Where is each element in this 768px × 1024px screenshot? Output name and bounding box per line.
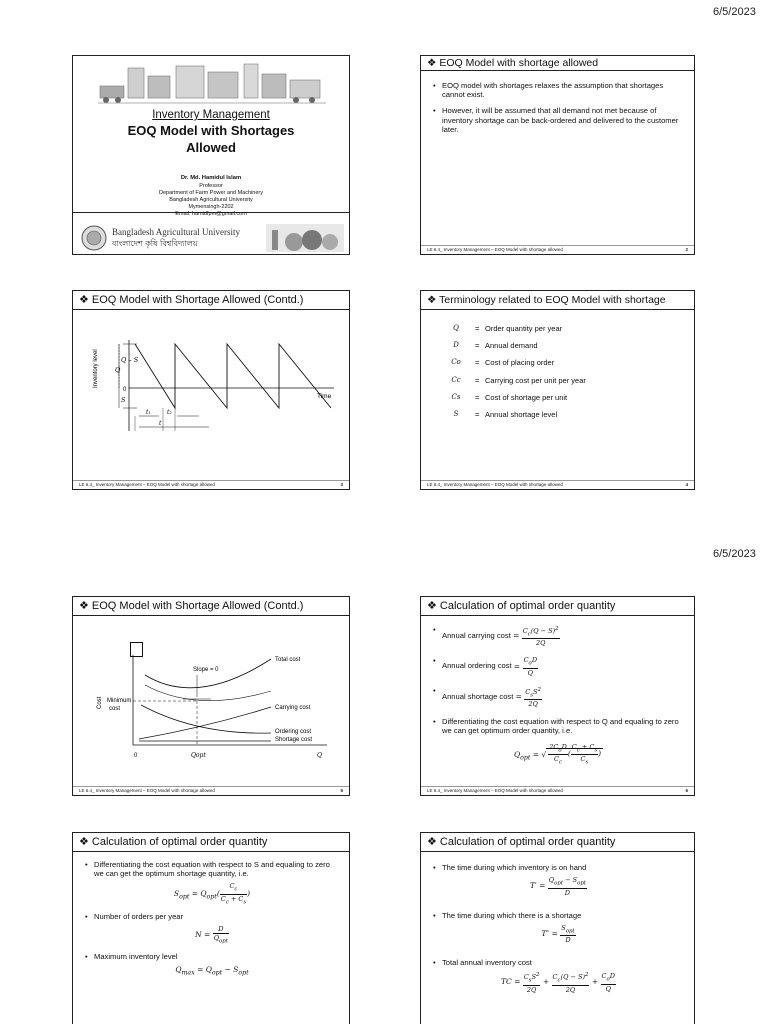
graph-t1-label: t₁ bbox=[146, 409, 151, 416]
carrying-cost-formula: = $\frac{C_c(Q - S)^2}{2Q}$ bbox=[512, 626, 559, 648]
slope-label: Slope = 0 bbox=[193, 667, 219, 673]
slide-8-bullet-total-cost: • Total annual inventory cost bbox=[433, 958, 684, 967]
cover-email: Email: hamidfpm@gmail.com bbox=[175, 211, 247, 217]
term-description: Annual demand bbox=[485, 341, 538, 351]
slide-5 bbox=[72, 596, 350, 796]
logo-english-text: Bangladesh Agricultural University bbox=[112, 227, 240, 237]
slide-2 bbox=[420, 55, 695, 255]
term-description: Annual shortage level bbox=[485, 410, 558, 420]
warehouse-illustration bbox=[98, 62, 326, 108]
term-row bbox=[437, 376, 684, 385]
cover-dept: Department of Farm Power and Machinery bbox=[159, 190, 263, 196]
slide-2-page: 2 bbox=[685, 247, 688, 252]
qmax-formula: $Q_{max} = Q_{opt} - S_{opt}$ bbox=[175, 964, 249, 977]
slide-7-title: ❖ Calculation of optimal order quantity bbox=[73, 833, 349, 852]
slide-3 bbox=[72, 290, 350, 490]
slide-7-bullet-shortage: • Differentiating the cost equation with respect to S and equaling to zero we can get the optimum shortage quantity, i.e. bbox=[85, 860, 339, 878]
term-symbol: Cs bbox=[451, 392, 461, 401]
ordering-cost-formula: = $\frac{C_oD}{Q}$ bbox=[513, 656, 538, 677]
graph-q-minus-s: Q – S bbox=[121, 356, 139, 364]
slide-4-footer: LE 6.4_ Inventory Management – EOQ Model with shortage allowed bbox=[427, 482, 563, 487]
cover-author: Dr. Md. Hamidul Islam bbox=[180, 175, 242, 181]
carrying-cost-label: Carrying cost bbox=[275, 705, 311, 711]
university-logo-bar bbox=[78, 224, 344, 252]
term-symbol: Cc bbox=[451, 375, 461, 384]
term-description: Cost of shortage per unit bbox=[485, 392, 568, 402]
slide-4-title: ❖ Terminology related to EOQ Model with shortage bbox=[421, 291, 694, 310]
term-description: Cost of placing order bbox=[485, 358, 555, 368]
term-symbol: Co bbox=[451, 358, 461, 367]
graph-t-label: t bbox=[159, 420, 162, 427]
cover-title-line2: Allowed bbox=[186, 140, 236, 155]
slide-5-title: ❖ EOQ Model with Shortage Allowed (Contd.) bbox=[73, 597, 349, 616]
slide-6 bbox=[420, 596, 695, 796]
slide-8-title: ❖ Calculation of optimal order quantity bbox=[421, 833, 694, 852]
qopt-label: Qopt bbox=[191, 752, 206, 759]
term-description: Order quantity per year bbox=[485, 324, 563, 333]
slide-4 bbox=[420, 290, 695, 490]
slide-6-bullet-shortage bbox=[433, 686, 684, 708]
graph-time-label: Time bbox=[317, 393, 332, 400]
bullet-text: Annual carrying cost bbox=[442, 631, 511, 641]
slide-6-bullet-carrying bbox=[433, 625, 684, 647]
bullet-text: Annual shortage cost bbox=[442, 691, 514, 701]
t-prime-formula: T′ = $\frac{Q_{opt} - S_{opt}}{D}$ bbox=[530, 876, 586, 897]
cover-title-line1: EOQ Model with Shortages bbox=[127, 123, 295, 138]
slide-8-bullet-onhand: • The time during which inventory is on hand bbox=[433, 863, 684, 872]
inventory-sawtooth-graph bbox=[89, 336, 339, 436]
total-cost-label: Total cost bbox=[275, 657, 301, 663]
cover-position: Professor bbox=[199, 183, 223, 189]
slide-8-bullet-shortage-time: • The time during which there is a shortage bbox=[433, 911, 684, 920]
slide-2-footer: LE 6.4_ Inventory Management – EOQ Model with shortage allowed bbox=[427, 247, 563, 252]
term-equals: = bbox=[475, 341, 480, 351]
graph-t2-label: t₂ bbox=[167, 409, 172, 416]
cost-label: cost bbox=[109, 706, 121, 712]
graph-ylabel: Inventory level bbox=[93, 349, 99, 388]
slide-3-page: 3 bbox=[340, 482, 343, 487]
slide-7-bullet-orders: • Number of orders per year bbox=[85, 912, 339, 921]
cost-ylabel: Cost bbox=[97, 696, 103, 709]
shortage-cost-label: Shortage cost bbox=[275, 737, 313, 743]
slide-7 bbox=[72, 832, 350, 1024]
slide-6-page: 6 bbox=[685, 788, 688, 793]
term-row bbox=[437, 410, 684, 419]
term-symbol: S bbox=[453, 410, 459, 419]
slide-3-footer: LE 6.4_ Inventory Management – EOQ Model with shortage allowed bbox=[79, 482, 215, 487]
slide-3-title: ❖ EOQ Model with Shortage Allowed (Contd.) bbox=[73, 291, 349, 310]
slide-2-bullet-1: • EOQ model with shortages relaxes the assumption that shortages cannot exist. bbox=[433, 81, 684, 99]
graph-s-label: S bbox=[121, 396, 126, 404]
term-row bbox=[437, 393, 684, 402]
term-equals: = bbox=[475, 392, 480, 402]
bullet-text: Annual ordering cost bbox=[442, 661, 512, 671]
campus-photo-icon bbox=[266, 224, 344, 252]
q-axis-label: Q bbox=[317, 752, 322, 759]
ordering-cost-label: Ordering cost bbox=[275, 729, 312, 735]
slide-6-title: ❖ Calculation of optimal order quantity bbox=[421, 597, 694, 616]
slide-6-bullet-ordering bbox=[433, 656, 684, 676]
slide-1-cover bbox=[72, 55, 350, 217]
minimum-label: Minimum bbox=[107, 698, 132, 704]
term-symbol: D bbox=[453, 341, 459, 350]
cover-university: Bangladesh Agricultural University bbox=[169, 197, 253, 203]
term-equals: = bbox=[475, 410, 480, 420]
term-row bbox=[437, 341, 684, 350]
term-description: Carrying cost per unit per year bbox=[485, 375, 586, 385]
cover-course: Inventory Management bbox=[152, 109, 270, 121]
origin-label: 0 bbox=[134, 753, 138, 759]
cost-curves-graph bbox=[87, 647, 337, 767]
page-date-middle: 6/5/2023 bbox=[713, 548, 756, 560]
shortage-cost-formula: = $\frac{C_sS^2}{2Q}$ bbox=[515, 686, 541, 709]
slide-7-bullet-max-inventory: • Maximum inventory level bbox=[85, 952, 339, 961]
logo-bangla-text: বাংলাদেশ কৃষি বিশ্ববিদ্যালয় bbox=[112, 239, 198, 248]
term-symbol: Q bbox=[453, 324, 459, 332]
sopt-formula: $S_{opt} = Q_{opt}$( $\frac{C_c}{C_c + C_s}$ ) bbox=[173, 882, 251, 905]
slide-2-title: ❖ EOQ Model with shortage allowed bbox=[421, 56, 694, 71]
term-equals: = bbox=[475, 358, 480, 368]
slide-2-bullet-2: • However, it will be assumed that all demand not met because of inventory shortage can be back-ordered and delivered to the customer later. bbox=[433, 106, 684, 134]
term-row bbox=[437, 358, 684, 367]
slide-5-page: 5 bbox=[340, 788, 343, 793]
slide-8 bbox=[420, 832, 695, 1024]
t-double-prime-formula: T″ = $\frac{S_{opt}}{D}$ bbox=[541, 923, 575, 944]
term-equals: = bbox=[475, 375, 480, 385]
graph-zero: 0 bbox=[123, 387, 127, 393]
total-cost-formula: TC = $\frac{C_sS^2}{2Q}$ + $\frac{C_c(Q - S)^2}{2Q}$ + $\frac{C_oD}{Q}$ bbox=[501, 972, 615, 994]
graph-q-label: Q bbox=[115, 366, 121, 374]
qopt-formula: $Q_{opt}$ = √ $\frac{2C_oD}{C_c}$ ( $\frac{C_c + C_s}{C_s}$ ) bbox=[513, 742, 602, 766]
orders-formula: N = $\frac{D}{Q_{opt}}$ bbox=[195, 925, 228, 945]
slide-4-page: 4 bbox=[685, 482, 688, 487]
cover-city: Mymensingh-2202 bbox=[188, 204, 234, 210]
university-seal-icon bbox=[80, 224, 108, 252]
slide-5-footer: LE 6.4_ Inventory Management – EOQ Model with shortage allowed bbox=[79, 788, 215, 793]
term-row bbox=[437, 324, 684, 333]
page-date-top: 6/5/2023 bbox=[713, 6, 756, 18]
slide-6-footer: LE 6.4_ Inventory Management – EOQ Model with shortage allowed bbox=[427, 788, 563, 793]
slide-6-bullet-differentiate: • Differentiating the cost equation with respect to Q and equaling to zero we can get optimum order quantity, i.e. bbox=[433, 717, 684, 735]
term-equals: = bbox=[475, 324, 480, 333]
